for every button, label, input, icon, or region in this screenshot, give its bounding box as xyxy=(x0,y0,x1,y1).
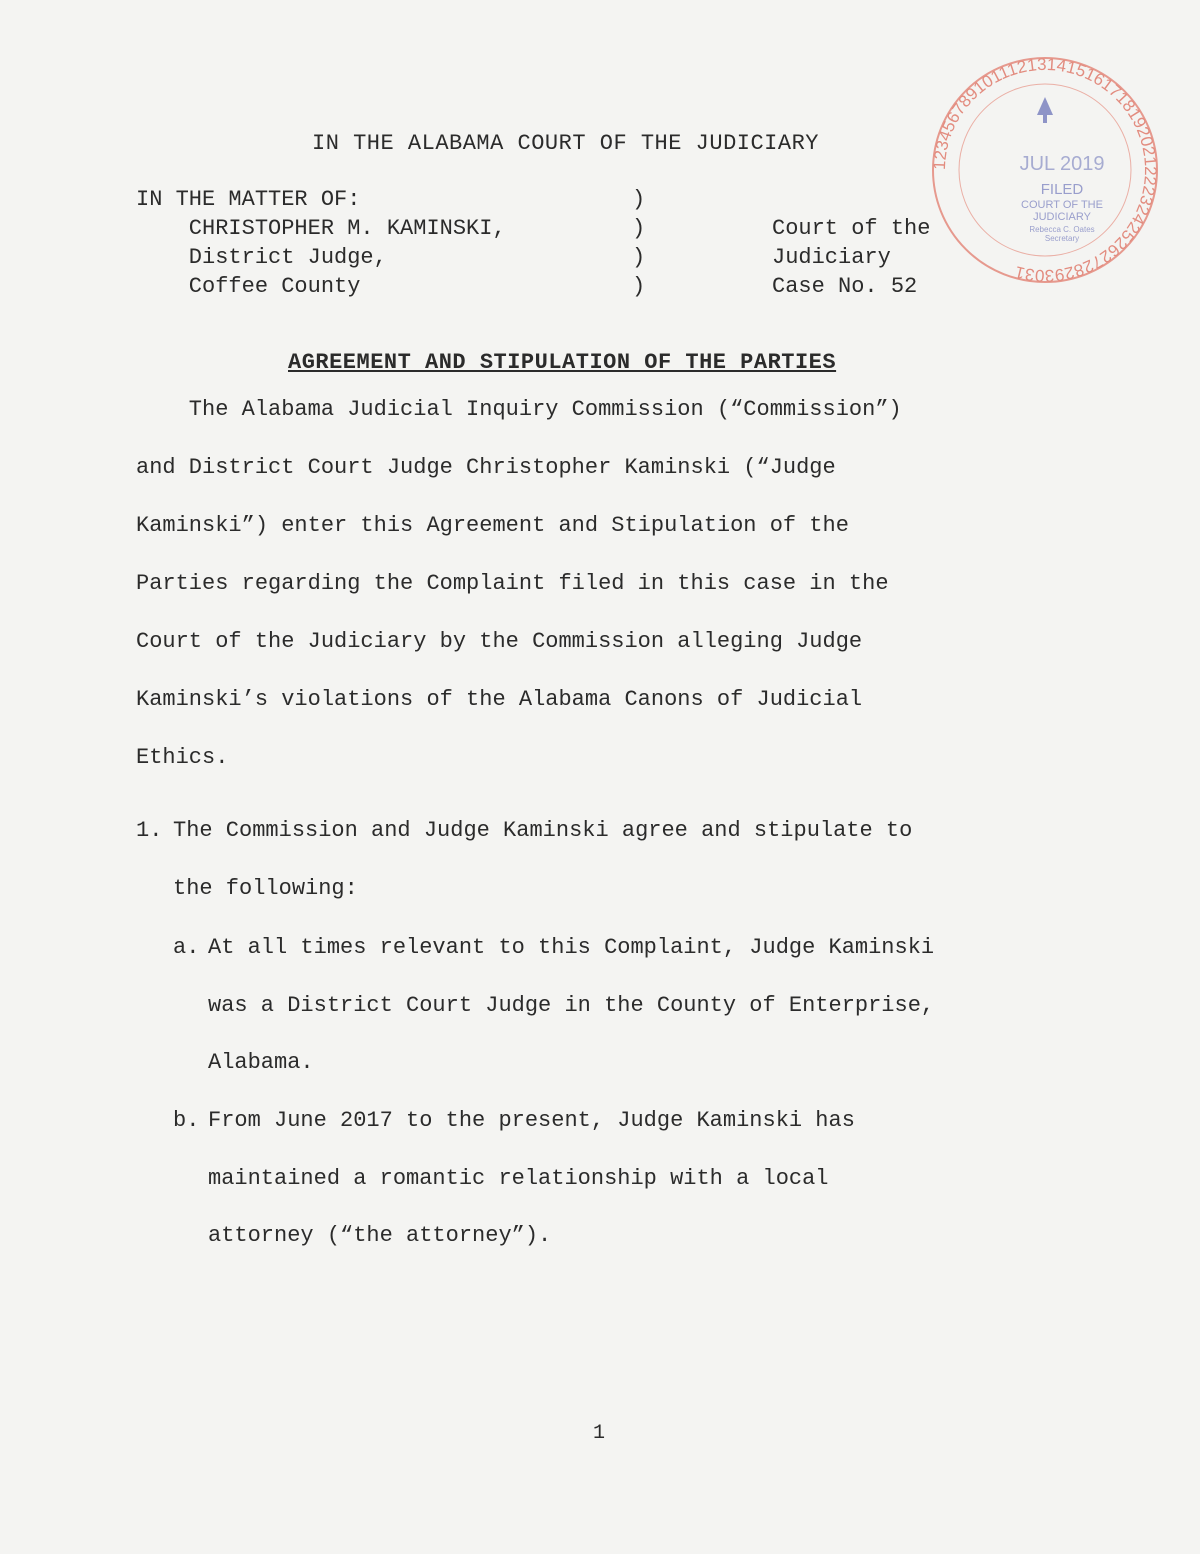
intro-line: The Alabama Judicial Inquiry Commission (“Commission”) xyxy=(136,397,902,422)
caption-paren: ) xyxy=(632,274,646,299)
intro-line: Kaminski’s violations of the Alabama Canons of Judicial xyxy=(136,687,863,712)
stamp-ring-numbers: 12345678910111213141516171819202122232425262728293031 xyxy=(930,54,1160,286)
case-line: Judiciary xyxy=(772,245,891,270)
item-letter: b. xyxy=(173,1108,200,1133)
item-number: 1. xyxy=(136,818,163,843)
court-title: IN THE ALABAMA COURT OF THE JUDICIARY xyxy=(312,131,819,156)
item-line: attorney (“the attorney”). xyxy=(208,1223,552,1248)
stamp-secretary: Rebecca C. Oates Secretary xyxy=(1029,225,1095,243)
filing-stamp xyxy=(930,45,1160,295)
case-number: Case No. 52 xyxy=(772,274,918,299)
stamp-filed: FILED xyxy=(1040,181,1084,198)
item-line: was a District Court Judge in the County of Enterprise, xyxy=(208,993,935,1018)
page-number: 1 xyxy=(593,1422,606,1445)
item-line: Alabama. xyxy=(208,1050,314,1075)
item-letter: a. xyxy=(173,935,200,960)
caption-paren: ) xyxy=(632,187,646,212)
intro-line: Kaminski”) enter this Agreement and Stipulation of the xyxy=(136,513,849,538)
item-line: At all times relevant to this Complaint, Judge Kaminski xyxy=(208,935,935,960)
intro-line: Court of the Judiciary by the Commission alleging Judge xyxy=(136,629,863,654)
stamp-date: JUL 2019 xyxy=(1019,153,1105,175)
document-heading: AGREEMENT AND STIPULATION OF THE PARTIES xyxy=(288,350,837,375)
caption-paren: ) xyxy=(632,245,646,270)
item-line: From June 2017 to the present, Judge Kaminski has xyxy=(208,1108,855,1133)
case-line: Court of the xyxy=(772,216,931,241)
item-line: the following: xyxy=(173,876,358,901)
item-line: maintained a romantic relationship with a local xyxy=(208,1166,829,1191)
matter-line: District Judge, xyxy=(136,245,387,270)
intro-line: Parties regarding the Complaint filed in this case in the xyxy=(136,571,889,596)
matter-line: Coffee County xyxy=(136,274,361,299)
matter-line: CHRISTOPHER M. KAMINSKI, xyxy=(136,216,506,241)
stamp-court: COURT OF THE JUDICIARY xyxy=(1021,199,1103,223)
matter-line: IN THE MATTER OF: xyxy=(136,187,361,212)
item-line: The Commission and Judge Kaminski agree and stipulate to xyxy=(173,818,913,843)
intro-line: and District Court Judge Christopher Kaminski (“Judge xyxy=(136,455,836,480)
intro-line: Ethics. xyxy=(136,745,229,770)
caption-paren: ) xyxy=(632,216,646,241)
